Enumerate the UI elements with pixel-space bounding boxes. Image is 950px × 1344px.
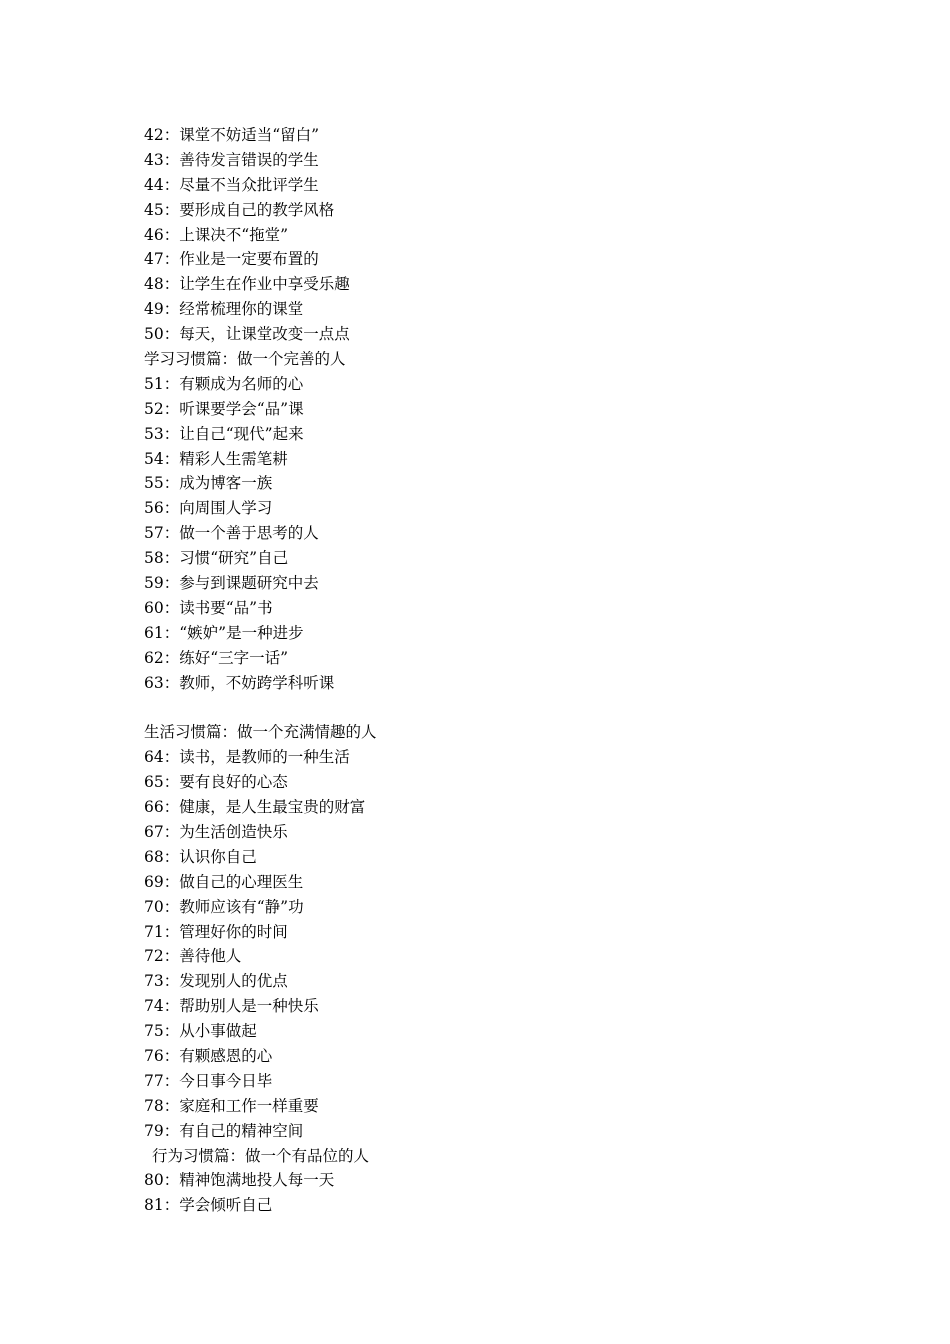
- list-item: 76：有颗感恩的心: [144, 1046, 273, 1065]
- list-item: 63：教师，不妨跨学科听课: [144, 673, 335, 692]
- list-item: 77：今日事今日毕: [144, 1071, 273, 1090]
- section-heading: 行为习惯篇：做一个有品位的人: [152, 1146, 370, 1165]
- list-item: 45：要形成自己的教学风格: [144, 200, 335, 219]
- list-item: 42：课堂不妨适当“留白”: [144, 126, 320, 144]
- document-text-block: [144, 123, 844, 1218]
- list-item: 54：精彩人生需笔耕: [144, 449, 288, 468]
- list-item: 69：做自己的心理医生: [144, 872, 304, 891]
- section-heading: 生活习惯篇：做一个充满情趣的人: [144, 723, 377, 742]
- list-item: 61：“嫉妒”是一种进步: [144, 623, 304, 642]
- list-item: 51：有颗成为名师的心: [144, 374, 304, 393]
- list-item: 46：上课决不“拖堂”: [144, 225, 289, 244]
- list-item: 53：让自己“现代”起来: [144, 424, 304, 443]
- list-item: 68：认识你自己: [144, 847, 257, 866]
- list-item: 64：读书，是教师的一种生活: [144, 748, 350, 767]
- list-item: 74：帮助别人是一种快乐: [144, 997, 319, 1016]
- list-item: 67：为生活创造快乐: [144, 822, 288, 841]
- list-item: 73：发现别人的优点: [144, 972, 288, 991]
- list-item: 59：参与到课题研究中去: [144, 574, 319, 593]
- section-heading: 学习习惯篇：做一个完善的人: [144, 350, 346, 369]
- list-item: 62：练好“三字一话”: [144, 648, 289, 667]
- list-item: 60：读书要“品”书: [144, 598, 273, 617]
- list-item: 44：尽量不当众批评学生: [144, 175, 319, 194]
- list-item: 57：做一个善于思考的人: [144, 524, 319, 543]
- list-item: 43：善待发言错误的学生: [144, 150, 319, 169]
- list-item: 81：学会倾听自己: [144, 1196, 273, 1215]
- list-item: 66：健康，是人生最宝贵的财富: [144, 798, 366, 817]
- list-item: 71：管理好你的时间: [144, 922, 288, 941]
- list-item: 79：有自己的精神空间: [144, 1121, 304, 1140]
- list-item: 56：向周围人学习: [144, 499, 273, 518]
- list-item: 55：成为博客一族: [144, 474, 273, 493]
- list-item: 65：要有良好的心态: [144, 773, 288, 792]
- list-item: 72：善待他人: [144, 947, 242, 966]
- list-item: 48：让学生在作业中享受乐趣: [144, 275, 350, 294]
- list-item: 70：教师应该有“静”功: [144, 897, 304, 916]
- list-item: 47：作业是一定要布置的: [144, 250, 319, 269]
- list-item: 80：精神饱满地投人每一天: [144, 1171, 335, 1190]
- list-item: 75：从小事做起: [144, 1022, 257, 1041]
- list-item: 58：习惯“研究”自己: [144, 549, 289, 568]
- list-item: 52：听课要学会“品”课: [144, 399, 304, 418]
- blank-line: [144, 695, 844, 720]
- list-item: 50：每天，让课堂改变一点点: [144, 325, 350, 344]
- list-item: 78：家庭和工作一样重要: [144, 1096, 319, 1115]
- list-item: 49：经常梳理你的课堂: [144, 300, 304, 319]
